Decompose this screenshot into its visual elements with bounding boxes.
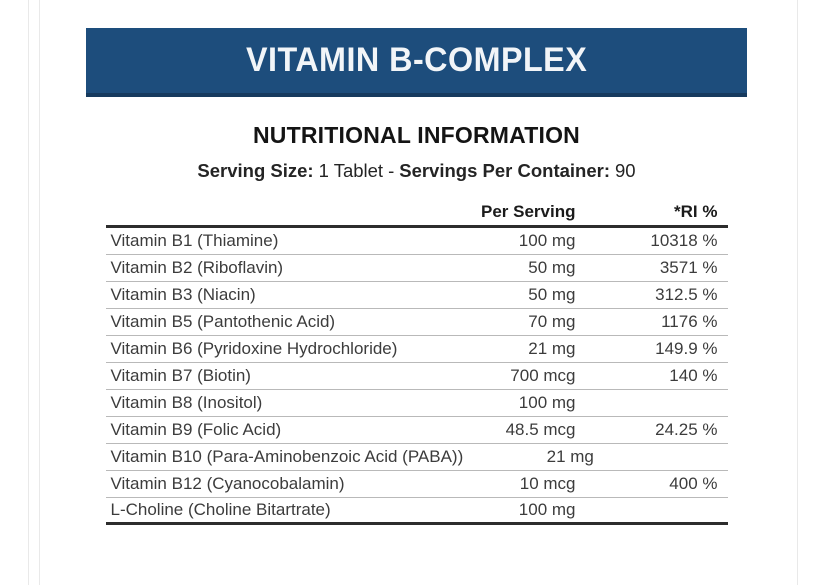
nutrient-name: Vitamin B7 (Biotin) (110, 366, 251, 385)
per-serving-value: 21 mg (546, 447, 594, 466)
nutrient-name: Vitamin B6 (Pyridoxine Hydrochloride) (110, 339, 398, 358)
per-serving-value: 50 mg (528, 258, 576, 277)
ri-percent-value: 149.9 % (655, 339, 718, 358)
table-row (106, 228, 728, 255)
table-row (106, 282, 728, 309)
nutrient-name: Vitamin B9 (Folic Acid) (110, 420, 282, 439)
per-serving-value: 100 mg (518, 393, 576, 412)
table-row (106, 363, 728, 390)
ri-percent-value: 1176 % (661, 312, 718, 331)
per-serving-value: 50 mg (528, 285, 576, 304)
per-serving-value: 700 mcg (510, 366, 576, 385)
product-title: VITAMIN B-COMPLEX (245, 41, 588, 79)
nutrient-name: Vitamin B8 (Inositol) (110, 393, 263, 412)
ri-percent-value: 3571 % (659, 258, 718, 277)
ri-percent-value: 400 % (669, 474, 718, 493)
per-serving-value: 10 mcg (519, 474, 576, 493)
per-serving-value: 70 mg (528, 312, 576, 331)
per-serving-value: 48.5 mcg (505, 420, 576, 439)
left-gutter-line-outer (28, 0, 29, 585)
nutrient-name: Vitamin B2 (Riboflavin) (110, 258, 284, 277)
label-content (86, 28, 747, 525)
table-row (106, 471, 728, 498)
nutrition-table (106, 196, 728, 525)
nutrition-table-body (106, 228, 728, 525)
ri-percent-value: 24.25 % (655, 420, 718, 439)
table-row (106, 255, 728, 282)
serving-size-value: 1 Tablet (318, 160, 384, 181)
left-gutter-line-inner (39, 0, 40, 585)
nutritional-information-heading: NUTRITIONAL INFORMATION (253, 122, 580, 148)
per-serving-value: 100 mg (518, 500, 576, 519)
column-header-ri-percent: *RI % (674, 202, 718, 221)
serving-separator: - (388, 160, 395, 181)
column-header-per-serving: Per Serving (481, 202, 576, 221)
per-serving-value: 100 mg (518, 231, 576, 250)
table-row (106, 444, 728, 471)
table-row (106, 417, 728, 444)
serving-info-line (86, 160, 747, 182)
product-title-bar (86, 28, 747, 97)
servings-per-container-label: Servings Per Container: (399, 160, 610, 181)
table-row (106, 336, 728, 363)
nutrient-name: Vitamin B5 (Pantothenic Acid) (110, 312, 336, 331)
nutrient-name: Vitamin B1 (Thiamine) (110, 231, 279, 250)
nutrient-name: Vitamin B3 (Niacin) (110, 285, 256, 304)
servings-per-container-value: 90 (615, 160, 636, 181)
table-row (106, 309, 728, 336)
per-serving-value: 21 mg (528, 339, 576, 358)
table-row (106, 498, 728, 525)
nutrient-name: Vitamin B10 (Para-Aminobenzoic Acid (PABA)) (110, 447, 464, 466)
ri-percent-value: 140 % (669, 366, 718, 385)
ri-percent-value: 10318 % (650, 231, 718, 250)
nutrient-name: L-Choline (Choline Bitartrate) (110, 500, 331, 519)
ri-percent-value: 312.5 % (655, 285, 718, 304)
nutrition-table-header (106, 196, 728, 228)
nutrient-name: Vitamin B12 (Cyanocobalamin) (110, 474, 345, 493)
serving-size-label: Serving Size: (197, 160, 314, 181)
table-row (106, 390, 728, 417)
right-gutter-line (797, 0, 798, 585)
